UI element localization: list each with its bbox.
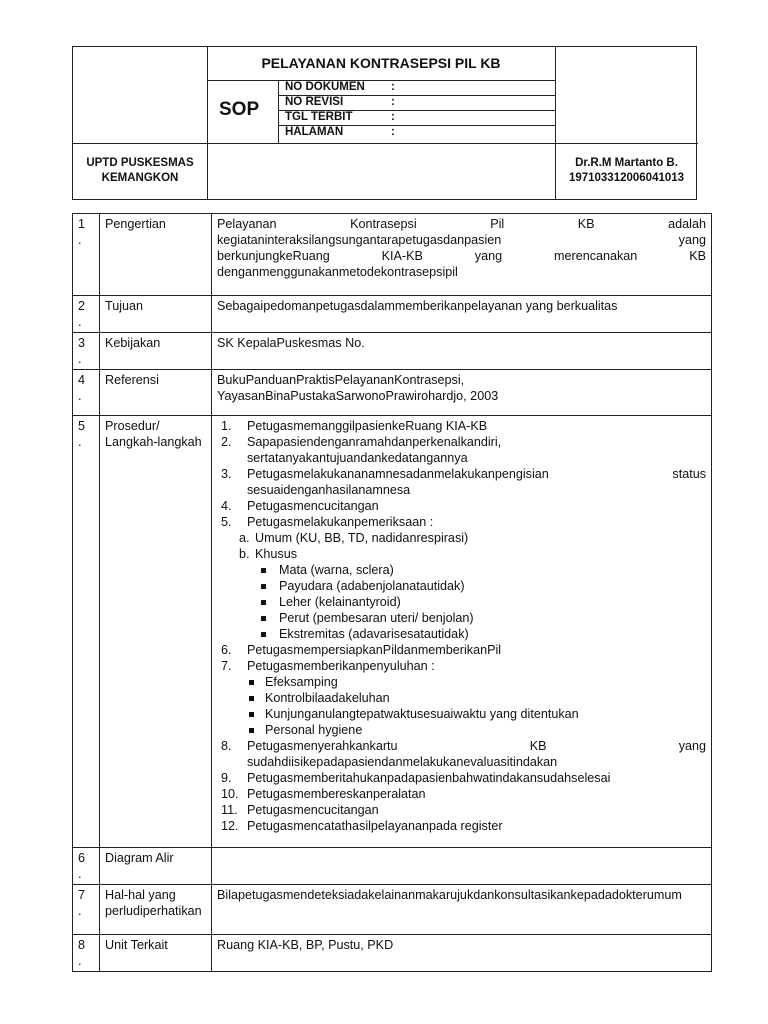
step-text: sudahdiisikepadapasiendanmelakukanevaluasitindakan <box>247 755 558 769</box>
divider <box>207 80 555 81</box>
list-item <box>217 818 706 834</box>
table-row <box>73 935 712 972</box>
table-row <box>73 370 712 416</box>
row-label: Prosedur/ Langkah-langkah <box>100 416 212 848</box>
signer-block <box>555 156 698 186</box>
row-content: Bilapetugasmendeteksiadakelainanmakarujukdankonsultasikankepadadokterumum <box>212 885 712 935</box>
sop-table <box>72 213 712 972</box>
khusus-list <box>217 562 706 642</box>
signer-name: Dr.R.M Martanto B. <box>575 157 678 169</box>
step-text: PetugasmempersiapkanPildanmemberikanPil <box>247 643 502 657</box>
step-number: 7. <box>221 659 232 673</box>
field-tgl-terbit: TGL TERBIT <box>285 111 353 123</box>
row-label: Unit Terkait <box>100 935 212 972</box>
step-number: 11. <box>221 803 238 817</box>
content-line: berkunjungkeRuang KIA-KB yang merencanakan KB <box>217 249 706 263</box>
list-item <box>217 738 706 770</box>
row-label: Referensi <box>100 370 212 416</box>
list-item <box>217 530 706 546</box>
list-item <box>217 802 706 818</box>
field-halaman: HALAMAN <box>285 126 344 138</box>
row-number: 3 . <box>73 333 100 370</box>
content-line: YayasanBinaPustakaSarwonoPrawirohardjo, 2003 <box>217 389 499 403</box>
field-colon: : <box>391 81 395 93</box>
sop-label: SOP <box>219 99 260 120</box>
step-number: 10. <box>221 787 239 801</box>
row-content: Ruang KIA-KB, BP, Pustu, PKD <box>212 935 712 972</box>
step-number: 8. <box>221 739 232 753</box>
step-text: Petugasmembereskanperalatan <box>247 787 426 801</box>
row-number: 8 . <box>73 935 100 972</box>
list-item <box>217 466 706 498</box>
row-content <box>212 416 712 848</box>
list-item <box>217 498 706 514</box>
sub-letter: a. <box>239 531 250 545</box>
step-text: Petugasmencatathasilpelayananpada register <box>247 819 503 833</box>
field-no-revisi: NO REVISI <box>285 96 344 108</box>
row-label: Kebijakan <box>100 333 212 370</box>
step-number: 6. <box>221 643 232 657</box>
step-number: 12. <box>221 819 239 833</box>
step-text: Petugasmemberikanpenyuluhan : <box>247 659 435 673</box>
list-item: Ekstremitas (adavarisesatautidak) <box>217 626 706 642</box>
content-line: kegiataninteraksilangsungantarapetugasdanpasien yang <box>217 233 706 247</box>
step-text: sertatanyakantujuandankedatangannya <box>247 451 468 465</box>
field-colon: : <box>391 126 395 138</box>
row-content <box>212 214 712 296</box>
row-label: Pengertian <box>100 214 212 296</box>
divider <box>207 143 555 144</box>
table-row <box>73 416 712 848</box>
table-row <box>73 885 712 935</box>
list-item: Kontrolbilaadakeluhan <box>217 690 706 706</box>
list-item: Personal hygiene <box>217 722 706 738</box>
content-line: BukuPanduanPraktisPelayananKontrasepsi, <box>217 373 465 387</box>
list-item <box>217 658 706 738</box>
organization-name <box>73 156 207 186</box>
sub-text: Khusus <box>255 547 298 561</box>
divider <box>73 143 207 144</box>
row-content: Sebagaipedomanpetugasdalammemberikanpelayanan yang berkualitas <box>212 296 712 333</box>
procedure-steps <box>217 418 706 834</box>
step-text: Petugasmelakukanpemeriksaan : <box>247 515 434 529</box>
list-item <box>217 434 706 466</box>
divider <box>278 80 279 143</box>
step-text: sesuaidenganhasilanamnesa <box>247 483 411 497</box>
step-text: Petugasmenyerahkankartu KB yang <box>247 739 706 753</box>
step-number: 4. <box>221 499 232 513</box>
list-item <box>217 770 706 786</box>
field-no-dokumen: NO DOKUMEN <box>285 81 365 93</box>
row-number: 2 . <box>73 296 100 333</box>
list-item <box>217 546 706 562</box>
list-item: Kunjunganulangtepatwaktusesuaiwaktu yang ditentukan <box>217 706 706 722</box>
list-item <box>217 642 706 658</box>
step-text: Sapapasiendenganramahdanperkenalkandiri, <box>247 435 502 449</box>
row-content <box>212 370 712 416</box>
step-number: 3. <box>221 467 232 481</box>
step-number: 1. <box>221 419 232 433</box>
row-number: 1 . <box>73 214 100 296</box>
content-line: Pelayanan Kontrasepsi Pil KB adalah <box>217 217 706 231</box>
table-row <box>73 296 712 333</box>
row-number: 6 . <box>73 848 100 885</box>
document-title: PELAYANAN KONTRASEPSI PIL KB <box>261 55 501 71</box>
content-line: denganmenggunakanmetodekontrasepsipil <box>217 265 458 279</box>
table-row <box>73 848 712 885</box>
step-text: Petugasmemberitahukanpadapasienbahwatindakansudahselesai <box>247 771 611 785</box>
step-text: Petugasmencucitangan <box>247 499 379 513</box>
step-number: 9. <box>221 771 232 785</box>
list-item <box>217 514 706 642</box>
row-number: 5 . <box>73 416 100 848</box>
field-colon: : <box>391 111 395 123</box>
row-label: Hal-hal yang perludiperhatikan <box>100 885 212 935</box>
step-text: PetugasmemanggilpasienkeRuang KIA-KB <box>247 419 488 433</box>
step-number: 5. <box>221 515 232 529</box>
list-item: Payudara (adabenjolanatautidak) <box>217 578 706 594</box>
list-item: Mata (warna, sclera) <box>217 562 706 578</box>
signer-nip: 197103312006041013 <box>568 172 685 184</box>
list-item: Leher (kelainantyroid) <box>217 594 706 610</box>
organization-line: KEMANGKON <box>101 172 179 184</box>
field-colon: : <box>391 96 395 108</box>
list-item: Efeksamping <box>217 674 706 690</box>
document-header <box>72 46 697 200</box>
list-item <box>217 786 706 802</box>
penyuluhan-list <box>217 674 706 738</box>
row-content <box>212 848 712 885</box>
sub-letter: b. <box>239 547 250 561</box>
row-label: Tujuan <box>100 296 212 333</box>
row-number: 7 . <box>73 885 100 935</box>
table-row <box>73 214 712 296</box>
step-number: 2. <box>221 435 232 449</box>
list-item: Perut (pembesaran uteri/ benjolan) <box>217 610 706 626</box>
row-content: SK KepalaPuskesmas No. <box>212 333 712 370</box>
list-item <box>217 418 706 434</box>
step-text: Petugasmencucitangan <box>247 803 379 817</box>
row-number: 4 . <box>73 370 100 416</box>
divider <box>555 143 698 144</box>
table-row <box>73 333 712 370</box>
row-label: Diagram Alir <box>100 848 212 885</box>
sub-text: Umum (KU, BB, TD, nadidanrespirasi) <box>255 531 469 545</box>
step-text: Petugasmelakukananamnesadanmelakukanpengisian status <box>247 467 706 481</box>
organization-line: UPTD PUSKESMAS <box>86 157 194 169</box>
exam-list <box>217 530 706 562</box>
